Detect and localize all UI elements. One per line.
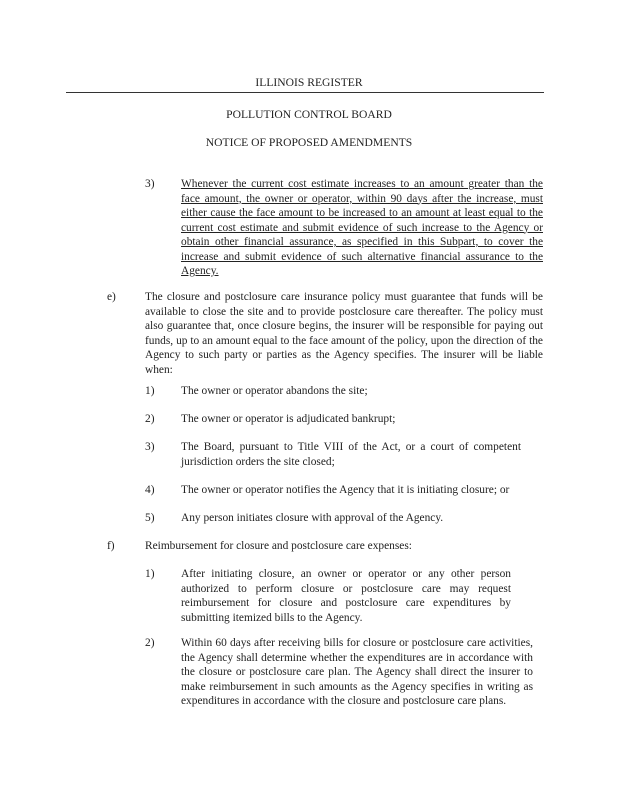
item-label: 1) [145, 568, 155, 580]
item-label: 1) [145, 385, 155, 397]
item-text: The owner or operator is adjudicated bankrupt; [181, 413, 396, 425]
item-label: 3) [145, 441, 155, 453]
item-text: Reimbursement for closure and postclosure care expenses: [145, 540, 412, 552]
item-text: After initiating closure, an owner or operator or any other person authorized to perform closure or postclosure care may request reimbursement for closure and postclosure care expenditures by submitting itemized bills to the Agency. [181, 568, 511, 624]
register-heading: ILLINOIS REGISTER [255, 76, 363, 89]
item-text: The owner or operator abandons the site; [181, 385, 368, 397]
item-label: 5) [145, 512, 155, 524]
item-text: The owner or operator notifies the Agency that it is initiating closure; or [181, 484, 510, 496]
item-label: f) [107, 540, 115, 552]
item-text: Any person initiates closure with approval of the Agency. [181, 512, 444, 524]
item-label: 2) [145, 413, 155, 425]
item-text: Within 60 days after receiving bills for closure or postclosure care activities, the Agency shall determine whether the expenditures are in accordance with the closure or postclosure care plan. The Agency shall direct the insurer to make reimbursement in such amounts as the Agency specifies in writing as expenditures in accordance with the closure and postclosure care plans. [181, 637, 533, 707]
item-text: The Board, pursuant to Title VIII of the Act, or a court of competent jurisdiction orders the site closed; [181, 441, 521, 468]
item-text: Whenever the current cost estimate increases to an amount greater than the face amount, the owner or operator, within 90 days after the increase, must either cause the face amount to be increased to an amount at least equal to the current cost estimate and submit evidence of such increase to the Agency or obtain other financial assurance, as specified in this Subpart, to cover the increase and submit evidence of such alternative financial assurance to the Agency. [181, 178, 543, 277]
board-heading: POLLUTION CONTROL BOARD [226, 108, 392, 121]
notice-heading: NOTICE OF PROPOSED AMENDMENTS [205, 136, 413, 149]
item-label: 2) [145, 637, 155, 649]
item-label: 3) [145, 178, 155, 190]
header-rule [66, 92, 544, 93]
item-text: The closure and postclosure care insurance policy must guarantee that funds will be available to close the site and to provide postclosure care thereafter. The policy must also guarantee that, once closure begins, the insurer will be responsible for paying out funds, up to an amount equal to the face amount of the policy, upon the direction of the Agency to such party or parties as the Agency specifies. The insurer will be liable when: [145, 291, 543, 376]
item-label: e) [107, 291, 116, 303]
item-label: 4) [145, 484, 155, 496]
